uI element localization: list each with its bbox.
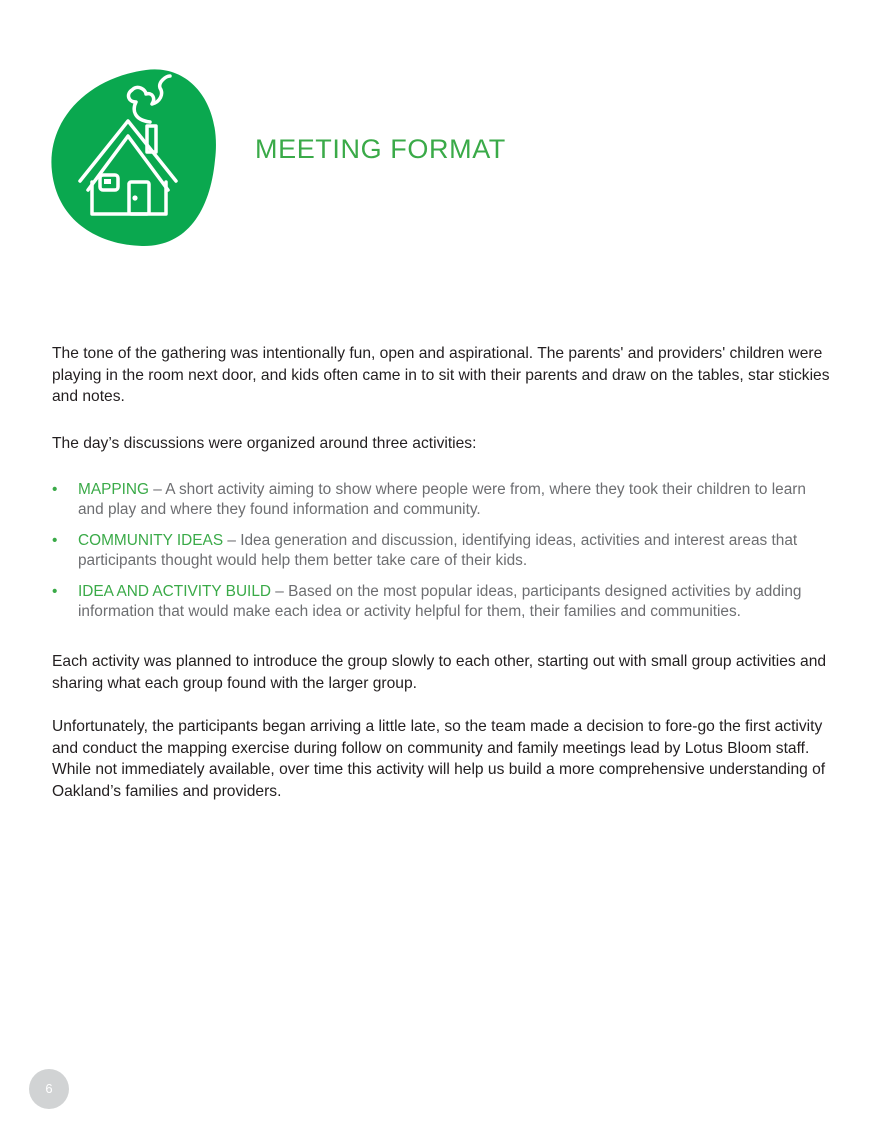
list-item-mapping [52, 480, 832, 519]
green-blob-background [51, 69, 216, 246]
activity-description: – Idea generation and discussion, identifying ideas, activities and interest areas that participants thought would help them better take care of their kids. [78, 532, 798, 569]
list-item-community-ideas [52, 531, 832, 570]
page-number-badge: 6 [29, 1069, 69, 1109]
bullet-icon: • [52, 532, 58, 549]
tone-paragraph: The tone of the gathering was intentionally fun, open and aspirational. The parents' and providers' children were playing in the room next door, and kids often came in to sit with their parents and draw on the tables, star stickies and notes. [52, 345, 830, 405]
activity-description: – Based on the most popular ideas, participants designed activities by adding information that would make each idea or activity helpful for them, their families and communities. [78, 583, 802, 620]
body-content [52, 343, 832, 802]
activity-term: COMMUNITY IDEAS [78, 532, 224, 549]
activities-list [52, 480, 832, 621]
late-arrival-paragraph: Unfortunately, the participants began arriving a little late, so the team made a decision to fore-go the first activity and conduct the mapping exercise during follow on community and family meetings lead by Lotus Bloom staff. While not immediately available, over time this activity will help us build a more comprehensive understanding of Oakland’s families and providers. [52, 718, 826, 800]
activity-term: IDEA AND ACTIVITY BUILD [78, 583, 272, 600]
page-title: MEETING FORMAT [255, 134, 506, 164]
activity-term: MAPPING [78, 481, 149, 498]
list-item-idea-activity-build [52, 582, 832, 621]
house-icon [50, 64, 218, 248]
bullet-icon: • [52, 481, 58, 498]
activity-description: – A short activity aiming to show where people were from, where they took their children to learn and play and where they found information and community. [78, 481, 806, 518]
bullet-icon: • [52, 583, 58, 600]
activity-plan-paragraph: Each activity was planned to introduce the group slowly to each other, starting out with small group activities and sharing what each group found with the larger group. [52, 653, 827, 692]
activities-intro-paragraph: The day’s discussions were organized around three activities: [52, 434, 477, 452]
